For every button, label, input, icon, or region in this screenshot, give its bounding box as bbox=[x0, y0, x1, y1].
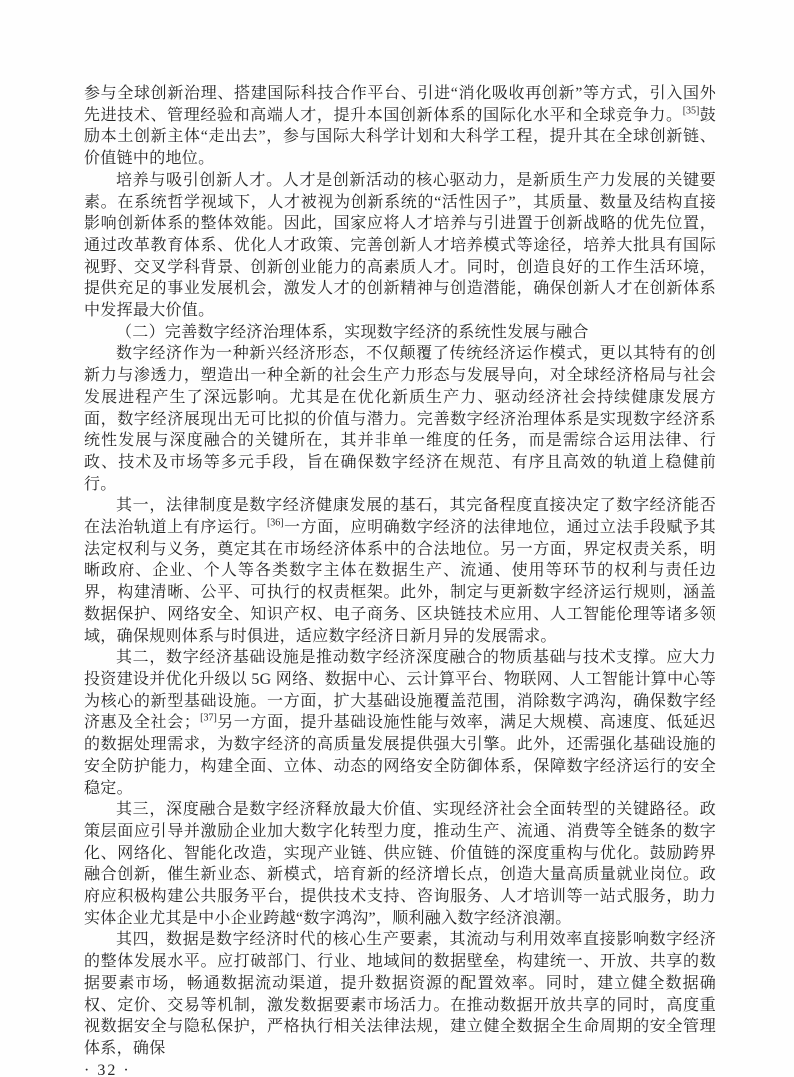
body-text: 其三，深度融合是数字经济释放最大价值、实现经济社会全面转型的关键路径。政策层面应引导并激励企业加大数字化转型力度，推动生产、流通、消费等全链条的数字化、网络化、智能化改造，实现产业链、供应链、价值链的深度重构与优化。鼓励跨界融合创新，催生新业态、新模式，培育新的经济增长点，创造大量高质量就业岗位。政府应积极构建公共服务平台，提供技术支持、咨询服务、人才培训等一站式服务，助力实体企业尤其是中小企业跨越“数字鸿沟”，顺利融入数字经济浪潮。 bbox=[84, 801, 716, 927]
paragraph-point-two-infrastructure bbox=[84, 647, 716, 799]
body-text: 其四，数据是数字经济时代的核心生产要素，其流动与利用效率直接影响数字经济的整体发展水平。应打破部门、行业、地域间的数据壁垒，构建统一、开放、共享的数据要素市场，畅通数据流动渠道，提升数据资源的配置效率。同时，建立健全数据确权、定价、交易等机制，激发数据要素市场活力。在推动数据开放共享的同时，高度重视数据安全与隐私保护，严格执行相关法律法规，建立健全数据全生命周期的安全管理体系，确保 bbox=[84, 931, 716, 1057]
text-column bbox=[84, 83, 716, 1060]
body-text: 数字经济作为一种新兴经济形态，不仅颠覆了传统经济运作模式，更以其特有的创新力与渗透力，塑造出一种全新的社会生产力形态与发展导向，对全球经济格局与社会发展进程产生了深远影响。尤其是在优化新质生产力、驱动经济社会持续健康发展方面，数字经济展现出无可比拟的价值与潜力。完善数字经济治理体系是实现数字经济系统性发展与深度融合的关键所在，其并非单一维度的任务，而是需综合运用法律、行政、技术及市场等多元手段，旨在确保数字经济在规范、有序且高效的轨道上稳健前行。 bbox=[84, 345, 716, 493]
subsection-heading: （二）完善数字经济治理体系，实现数字经济的系统性发展与融合 bbox=[116, 323, 589, 341]
body-text: 参与全球创新治理、搭建国际科技合作平台、引进“消化吸收再创新”等方式，引入国外先进技术、管理经验和高端人才，提升本国创新体系的国际化水平和全球竞争力。 bbox=[84, 85, 716, 124]
paragraph-talent-cultivation bbox=[84, 170, 716, 322]
body-text: 一方面，应明确数字经济的法律地位，通过立法手段赋予其法定权利与义务，奠定其在市场经济体系中的合法地位。另一方面，界定权责关系，明晰政府、企业、个人等各类数字主体在数据生产、流通、使用等环节的权利与责任边界，构建清晰、公平、可执行的权责框架。此外，制定与更新数字经济运行规则，涵盖数据保护、网络安全、知识产权、电子商务、区块链技术应用、人工智能伦理等诸多领域，确保规则体系与时俱进，适应数字经济日新月异的发展需求。 bbox=[84, 519, 716, 645]
body-text: 其二，数字经济基础设施是推动数字经济深度融合的物质基础与技术支撑。应大力投资建设并优化升级以 5G 网络、数据中心、云计算平台、物联网、人工智能计算中心等为核心的新型基础设施。一方面，扩大基础设施覆盖范围，消除数字鸿沟，确保数字经济惠及全社会； bbox=[84, 649, 716, 732]
body-text: 其一，法律制度是数字经济健康发展的基石，其完备程度直接决定了数字经济能否在法治轨道上有序运行。 bbox=[84, 497, 716, 537]
paragraph-point-three-integration bbox=[84, 799, 716, 929]
paragraph-global-innovation bbox=[84, 83, 716, 170]
body-text: 另一方面，提升基础设施性能与效率，满足大规模、高速度、低延迟的数据处理需求，为数字经济的高质量发展提供强大引擎。此外，还需强化基础设施的安全防护能力，构建全面、立体、动态的网络安全防御体系，保障数字经济运行的安全稳定。 bbox=[84, 714, 716, 797]
footnote-ref-36: [36] bbox=[266, 517, 284, 529]
body-text: 培养与吸引创新人才。人才是创新活动的核心驱动力，是新质生产力发展的关键要素。在系统哲学视域下，人才被视为创新系统的“活性因子”，其质量、数量及结构直接影响创新体系的整体效能。因此，国家应将人才培养与引进置于创新战略的优先位置，通过改革教育体系、优化人才政策、完善创新人才培养模式等途径，培养大批具有国际视野、交叉学科背景、创新创业能力的高素质人才。同时，创造良好的工作生活环境，提供充足的事业发展机会，激发人才的创新精神与创造潜能，确保创新人才在创新体系中发挥最大价值。 bbox=[84, 171, 716, 320]
paragraph-point-one-legal bbox=[84, 495, 716, 647]
footnote-ref-37: [37] bbox=[200, 713, 217, 725]
page-footer bbox=[84, 1060, 716, 1077]
paragraph-digital-economy-intro bbox=[84, 343, 716, 495]
paragraph-point-four-data bbox=[84, 929, 716, 1059]
body-text: 鼓励本土创新主体“走出去”，参与国际大科学计划和大科学工程，提升其在全球创新链、价值链中的地位。 bbox=[84, 106, 716, 168]
footnote-ref-35: [35] bbox=[682, 105, 700, 117]
page-number: · 32 · bbox=[84, 1061, 131, 1077]
